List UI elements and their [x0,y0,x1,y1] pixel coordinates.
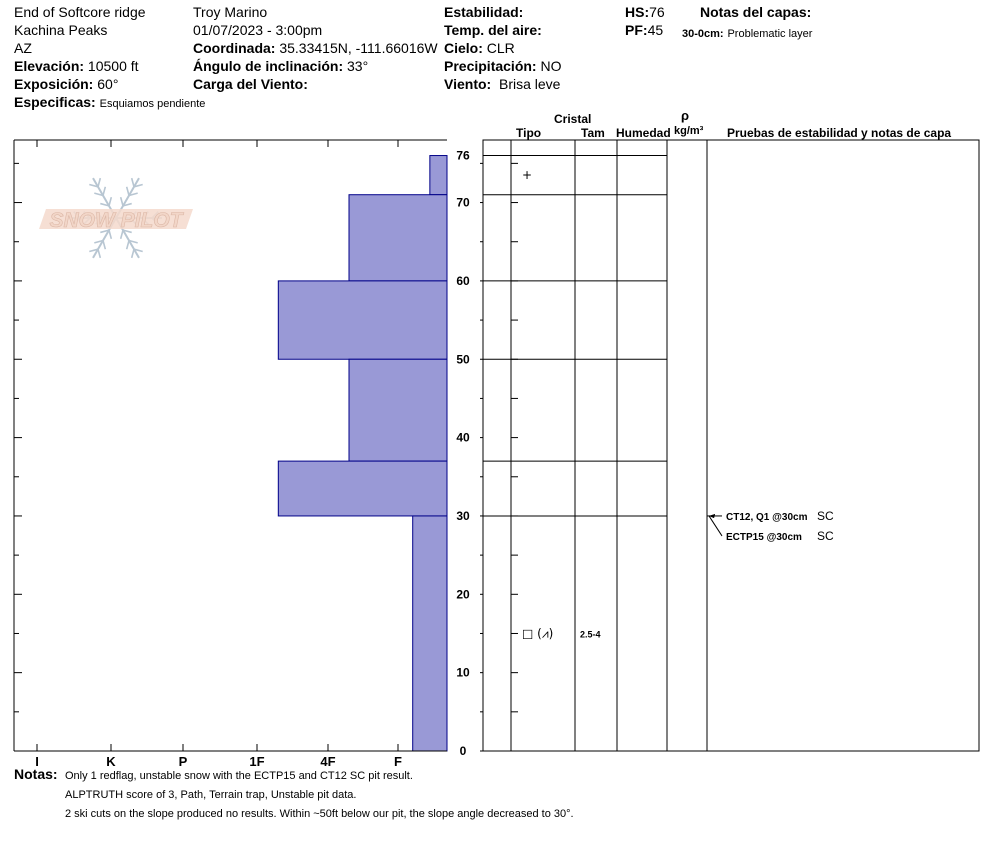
hardness-tick-label: P [178,754,188,769]
density-unit-header: kg/m³ [674,125,704,137]
test-label: CT12, Q1 @30cm [726,511,808,523]
crystal-size-label: 2.5-4 [580,629,601,640]
aspect-value: 60° [97,76,119,92]
notes-label: Notas: [14,766,58,782]
snowflake-branch [121,197,123,206]
test-quality: SC [817,508,834,523]
specifics-label: Especificas: [14,94,96,110]
chart-marks [522,168,834,640]
height-tick-label: 76 [456,148,470,163]
layer-notes-label: Notas del capas: [700,4,812,20]
height-tick-label: 20 [456,587,470,602]
snowflake-branch [98,178,100,187]
hardness-bar-3 [349,359,447,461]
note-line-1: Only 1 redflag, unstable snow with the ECTP15 and CT12 SC pit result. [65,770,413,782]
hardness-tick-label: 4F [320,754,336,769]
tests-header: Pruebas de estabilidad y notas de capa [727,126,952,140]
precip-label: Precipitación: [444,58,537,74]
notes-block [14,766,58,782]
height-tick-label: 50 [456,352,470,367]
hardness-bar-1 [349,195,447,281]
height-tick-label: 0 [459,744,467,758]
wind-label: Viento: [444,76,492,92]
height-tick-label: 10 [456,665,470,680]
observation-datetime: 01/07/2023 - 3:00pm [193,22,323,38]
elevation-value: 10500 ft [87,58,139,74]
wind-value: Brisa leve [498,76,561,92]
table-border [483,140,979,751]
snowflake-branch [127,241,129,250]
wind-load-label: Carga del Viento: [193,76,308,92]
hardness-bar-4 [278,461,447,516]
rho-header: ρ [681,108,690,123]
hardness-tick-label: K [106,754,116,769]
snowflake-branch [127,187,129,196]
location-name: End of Softcore ridge [14,4,146,20]
precip-value: NO [540,58,562,74]
incline-label: Ángulo de inclinación: [193,58,344,74]
elevation-label: Elevación: [14,58,85,74]
crystal-header: Cristal [554,112,592,126]
range-name: Kachina Peaks [14,22,108,38]
height-tick-label: 60 [456,273,470,288]
height-tick-label: 30 [456,508,470,523]
hardness-bars [278,156,447,751]
crystal-type-symbol: + [522,168,533,183]
test-pointer-line [709,516,722,536]
test-label: ECTP15 @30cm [726,531,802,543]
stability-label: Estabilidad: [444,4,524,20]
snowflake-branch [132,178,134,187]
hs-value: 76 [649,4,665,20]
note-line-2: ALPTRUTH score of 3, Path, Terrain trap, Unstable pit data. [65,789,357,801]
snowflake-branch [98,249,100,258]
note-line-3: 2 ski cuts on the slope produced no results. Within ~50ft below our pit, the slope angle decreased to 30°. [65,808,574,820]
moisture-header: Humedad [616,126,671,140]
height-tick-label: 40 [456,430,470,445]
snowflake-branch [103,241,105,250]
air-temp-label: Temp. del aire: [444,22,542,38]
coordinate-value: 35.33415N, -111.66016W [279,40,438,56]
crystal-table [483,140,979,751]
crystal-type-symbol: □ (⩘) [522,626,554,641]
sky-label: Cielo: [444,40,483,56]
hs-label: HS: [625,4,650,20]
hardness-bar-5 [413,516,447,751]
test-quality: SC [817,528,834,543]
state-name: AZ [14,40,32,56]
observer-name: Troy Marino [193,4,268,20]
snowpilot-logo-text: SNOW PILOT [49,209,183,232]
layer-note-range: 30-0cm: [682,28,724,40]
layer-note-text: Problematic layer [727,28,813,40]
hardness-tick-label: 1F [249,754,265,769]
aspect-label: Exposición: [14,76,94,92]
snowflake-branch [109,197,111,206]
incline-value: 33° [347,58,369,74]
sky-value: CLR [486,40,515,56]
pf-label: PF: [625,22,648,38]
size-header: Tam [581,126,605,140]
hardness-tick-label: I [35,754,39,769]
specifics-value: Esquiamos pendiente [99,98,206,110]
type-header: Tipo [516,126,542,140]
hardness-bar-2 [278,281,447,359]
pf-value: 45 [647,22,664,38]
hardness-bar-0 [430,156,447,195]
snowflake-branch [132,249,134,258]
snowflake-branch [103,187,105,196]
hardness-tick-label: F [394,754,402,769]
coordinate-label: Coordinada: [193,40,276,56]
height-tick-label: 70 [456,195,470,210]
